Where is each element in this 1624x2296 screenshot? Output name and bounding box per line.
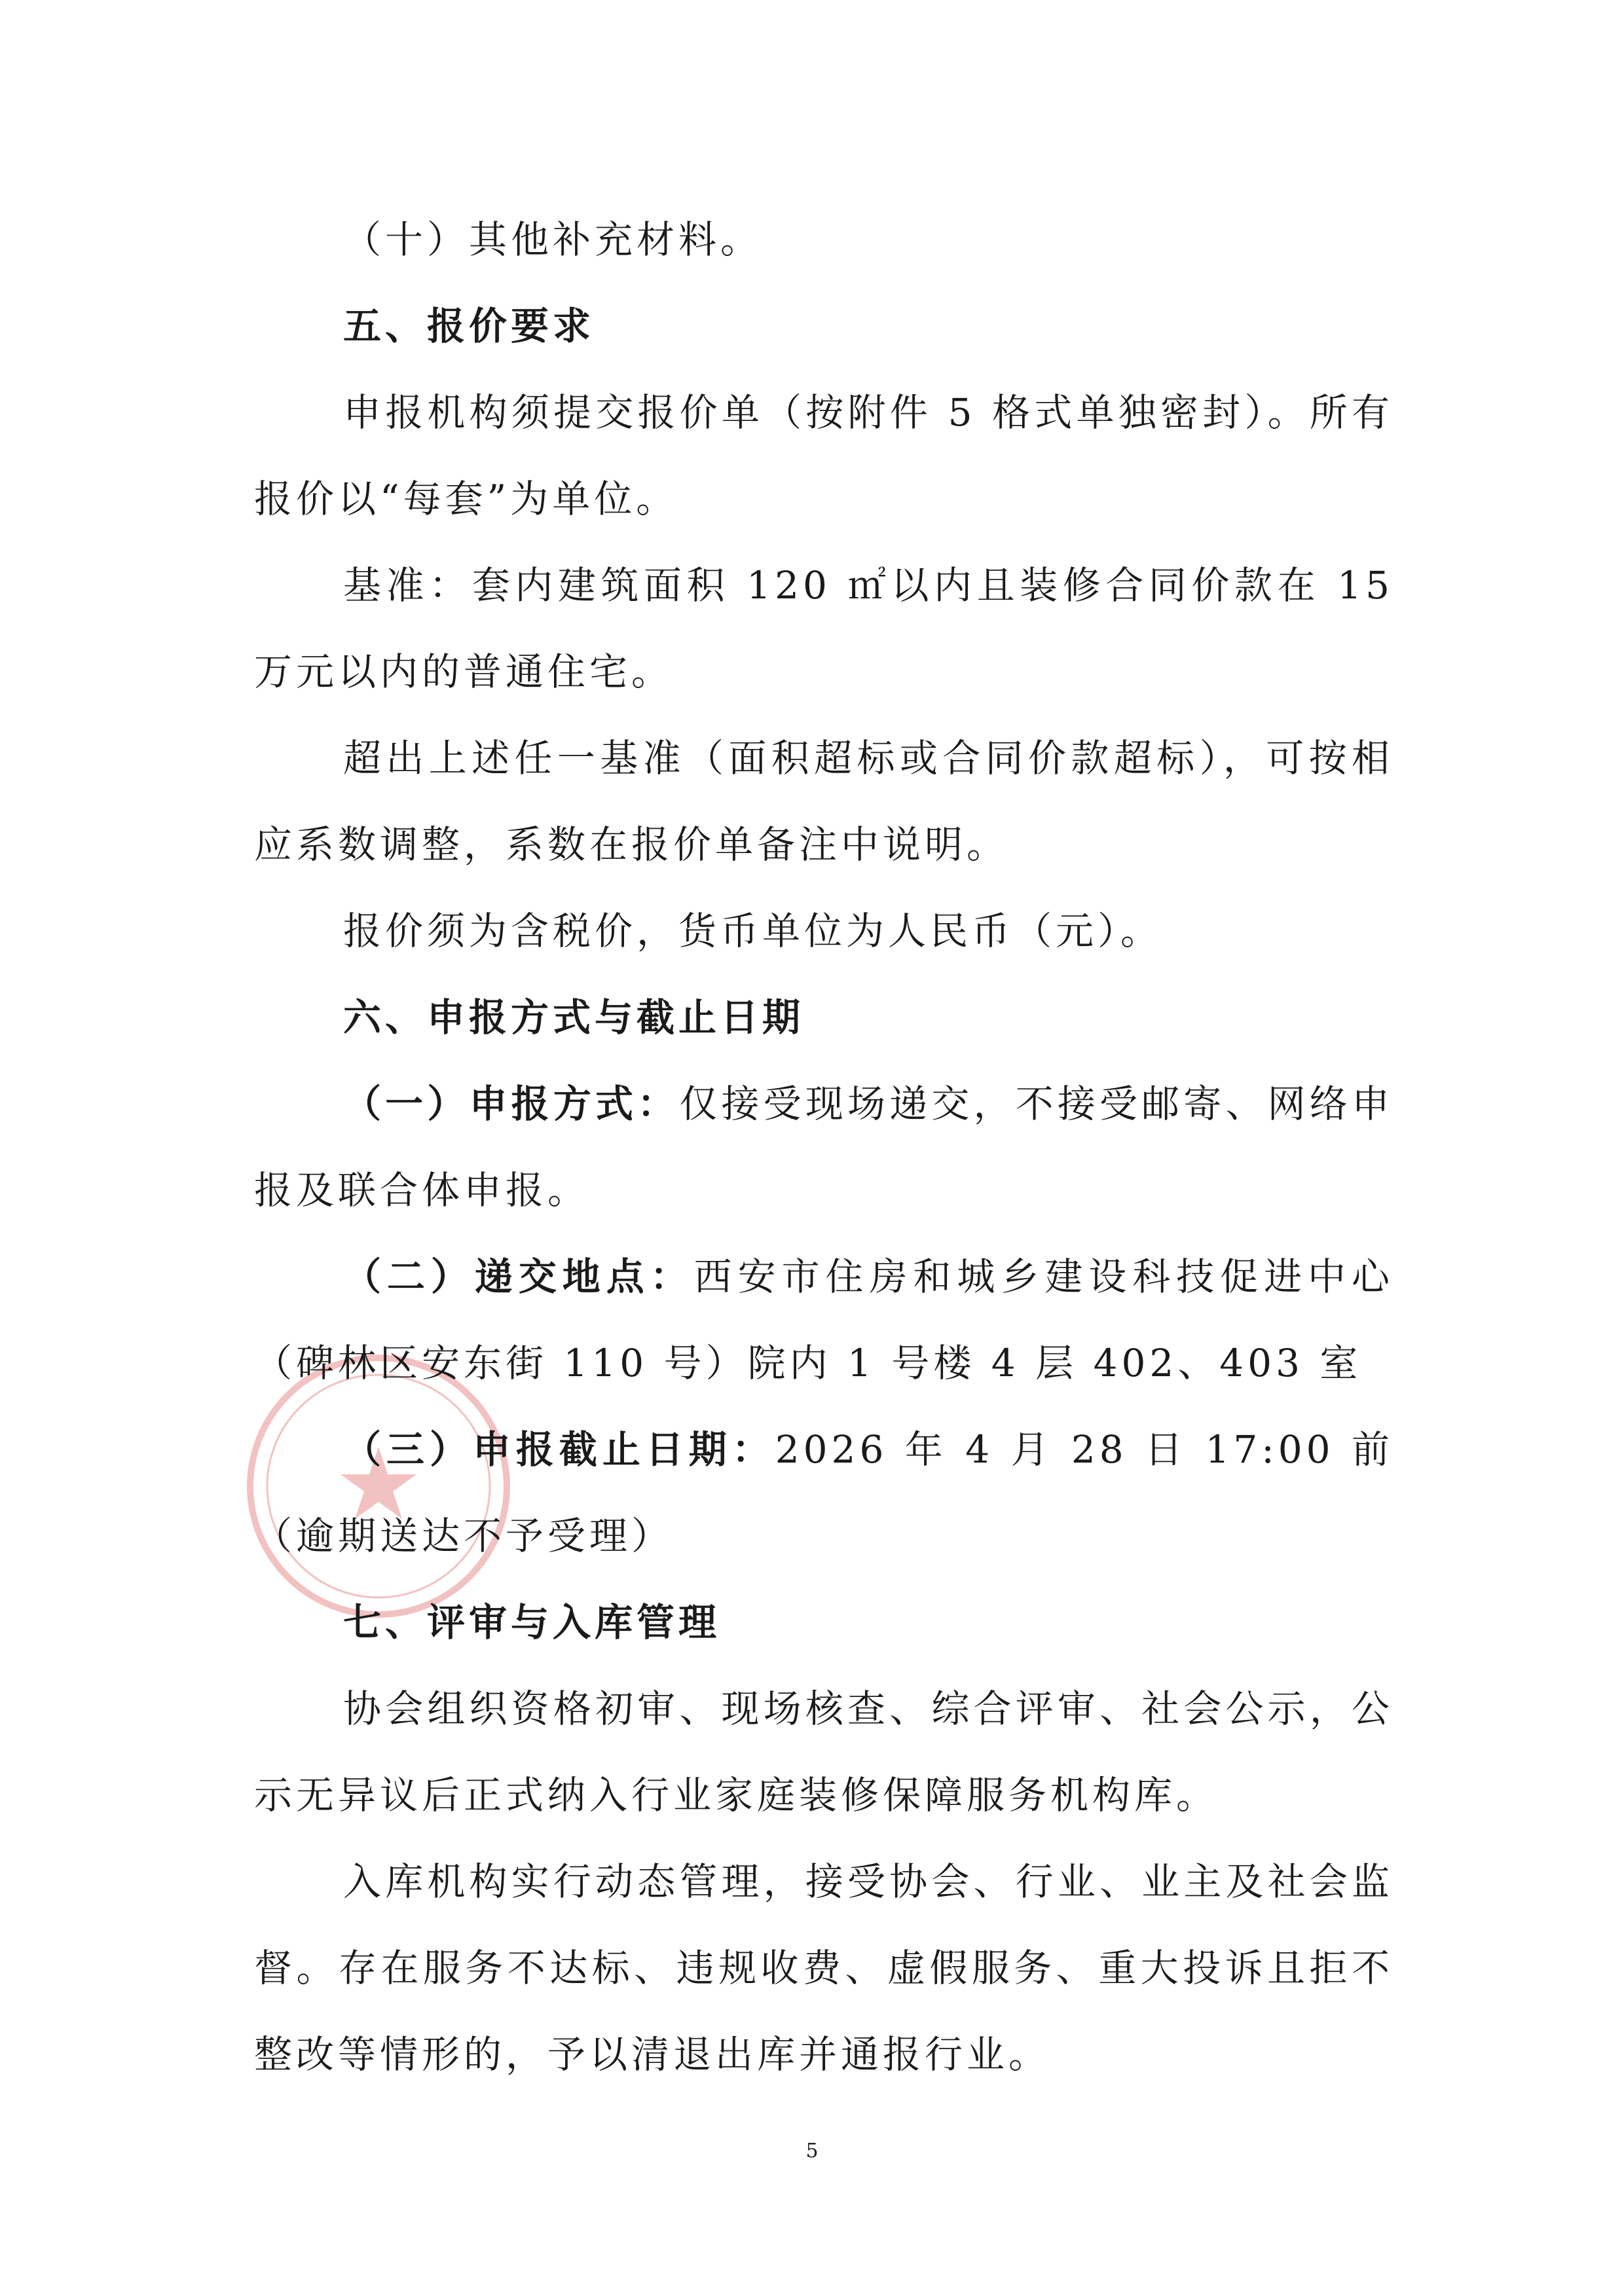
paragraph-other-materials: （十）其他补充材料。: [343, 217, 763, 262]
paragraph-quotation-adjustment: 超出上述任一基准（面积超标或合同价款超标），可按相应系数调整，系数在报价单备注中说明。: [254, 736, 1393, 867]
label-submission-location: （二）递交地点：: [343, 1254, 694, 1299]
page-number: 5: [805, 2140, 819, 2162]
section-heading-submission: 六、申报方式与截止日期: [343, 995, 805, 1040]
text-submission-method: 仅接受现场递交，不接受邮寄、网络申报及联合体申报。: [254, 1082, 1393, 1212]
paragraph-submission-deadline: [254, 1406, 1393, 1579]
text-submission-location: 西安市住房和城乡建设科技促进中心（碑林区安东街 110 号）院内 1 号楼 4 层 402、403 室: [254, 1254, 1393, 1385]
section-heading-review: 七、评审与入库管理: [343, 1600, 721, 1645]
paragraph-submission-location: [254, 1233, 1393, 1406]
paragraph-quotation-baseline: 基准：套内建筑面积 120 ㎡以内且装修合同价款在 15 万元以内的普通住宅。: [254, 563, 1393, 694]
paragraph-dynamic-management: 入库机构实行动态管理，接受协会、行业、业主及社会监督。存在服务不达标、违规收费、虚假服务、重大投诉且拒不整改等情形的，予以清退出库并通报行业。: [254, 1859, 1393, 2077]
paragraph-quotation-tax: 报价须为含税价，货币单位为人民币（元）。: [343, 909, 1163, 953]
label-submission-deadline: （三）申报截止日期：: [343, 1427, 775, 1472]
section-heading-quotation: 五、报价要求: [343, 304, 595, 348]
paragraph-review-process: 协会组织资格初审、现场核查、综合评审、社会公示，公示无异议后正式纳入行业家庭装修保障服务机构库。: [254, 1686, 1393, 1817]
label-submission-method: （一）申报方式：: [343, 1082, 680, 1126]
paragraph-quotation-submission: 申报机构须提交报价单（按附件 5 格式单独密封）。所有报价以“每套”为单位。: [254, 390, 1393, 521]
paragraph-submission-method: [254, 1061, 1393, 1233]
text-submission-deadline: 2026 年 4 月 28 日 17:00 前（逾期送达不予受理）: [254, 1427, 1393, 1558]
document-body: [254, 196, 1393, 2098]
